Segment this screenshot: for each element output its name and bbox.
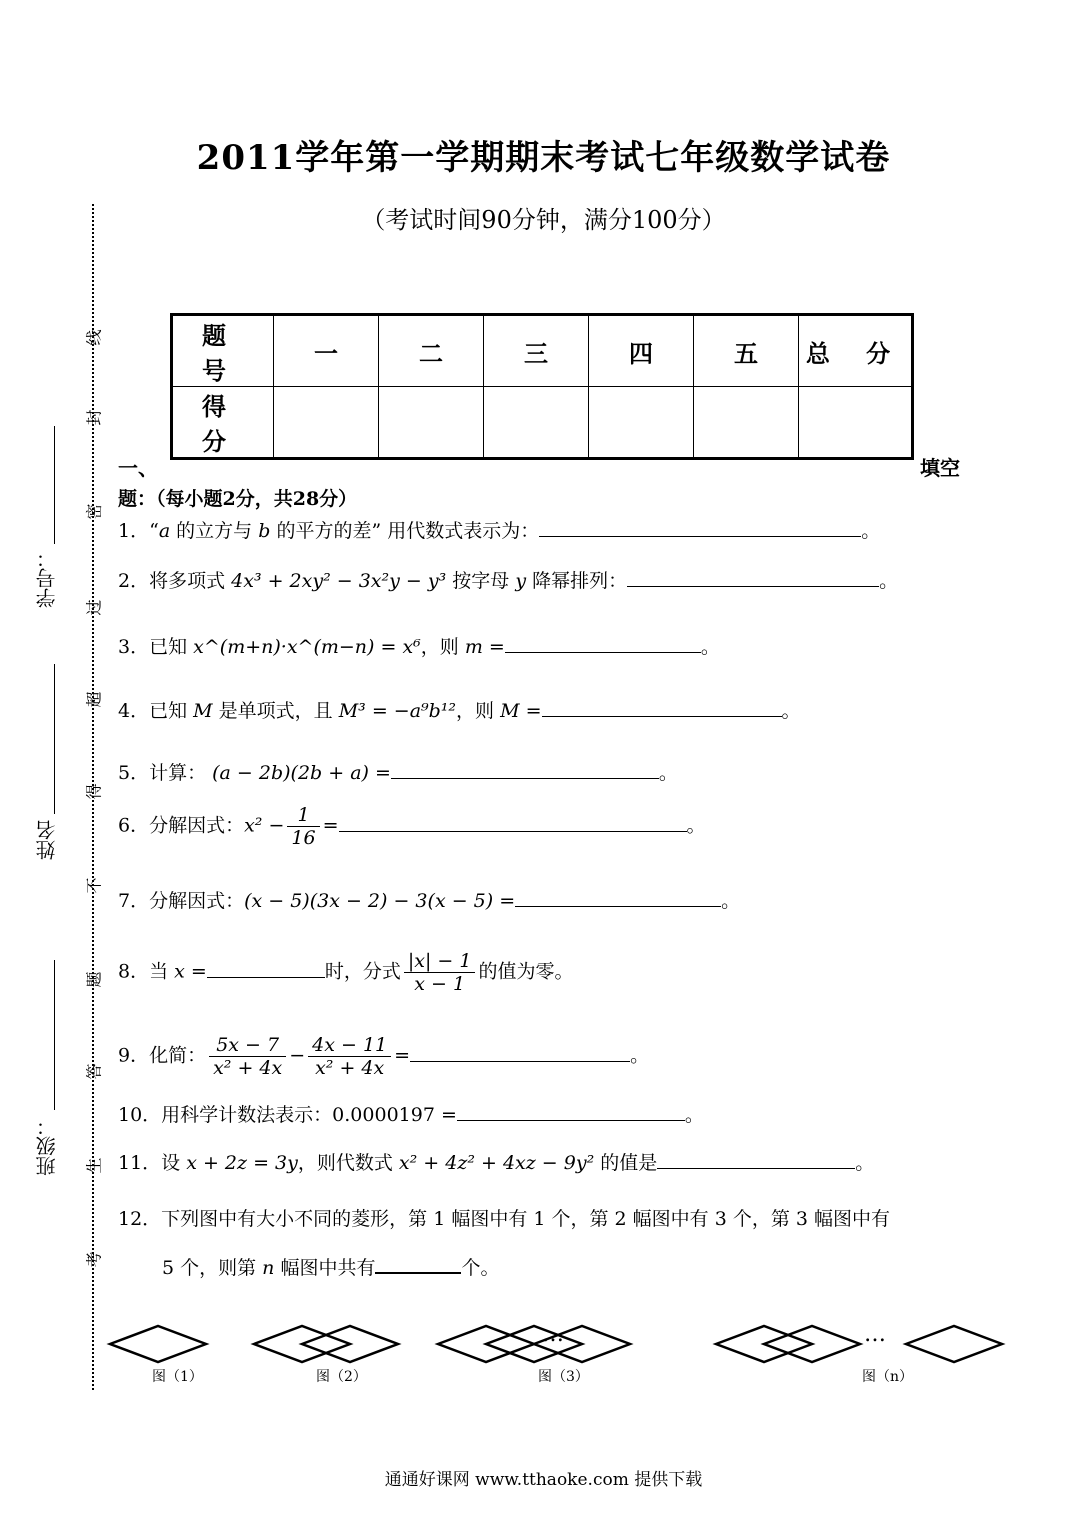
class-line[interactable] [54,960,55,1110]
q6-expression: x² − [244,814,285,837]
seal-char: 过 [84,599,104,616]
q4-expression: M³ = −a⁹b¹² [338,700,457,722]
q12-text: 个。 [461,1257,500,1279]
q3-text: 3．已知 [118,636,194,658]
figure-caption: 图（1） [152,1369,203,1385]
q1-text: 1．“ [118,520,159,542]
question-6 [118,804,706,849]
q6-denominator: 16 [291,827,316,849]
q10-answer-blank[interactable] [457,1100,685,1121]
seal-char: 考 [84,1251,104,1268]
q4-answer-blank[interactable] [542,696,782,717]
q2-text: 按字母 [446,570,516,592]
q2-answer-blank[interactable] [627,566,879,587]
q4-text: 是单项式，且 [212,700,339,722]
q5-end: 。 [658,762,678,784]
q8-text: 的值为零。 [478,960,574,983]
q6-answer-blank[interactable] [339,811,687,832]
question-9 [118,1034,649,1079]
seal-char: 不 [84,877,104,894]
score-header-cell: 四 [589,315,694,387]
seal-char: 题 [84,971,104,988]
seal-char: 封 [84,409,104,426]
section1-prefix: 一、 [118,456,158,480]
q9-answer-blank[interactable] [410,1041,630,1062]
question-3 [118,632,720,659]
score-table-header-row [172,315,913,387]
question-11 [118,1148,874,1175]
q7-end: 。 [721,890,741,912]
q6-fraction [287,804,319,849]
q5-expression: (a − 2b)(2b + a) = [212,762,391,784]
q11-text: 11．设 [118,1152,187,1174]
q11-answer-blank[interactable] [657,1148,855,1169]
q1-answer-blank[interactable] [539,516,861,537]
question-12-line2 [162,1252,499,1280]
score-cell [694,387,799,459]
q6-numerator: 1 [287,804,319,827]
question-10 [118,1100,704,1127]
q10-text: 10．用科学计数法表示：0.0000197 = [118,1104,457,1126]
q4-end: 。 [781,700,801,722]
name-line[interactable] [54,664,55,814]
score-header-cell: 三 [484,315,589,387]
q8-denominator: x − 1 [414,973,466,995]
q1-text: 的立方与 [170,520,259,542]
seal-char: 生 [84,1157,104,1174]
q2-text: 2．将多项式 [118,570,232,592]
q9-fraction-2 [308,1034,391,1079]
q11-text: 的值是 [594,1152,658,1174]
q4-var: M [193,700,213,722]
question-2 [118,566,898,593]
question-4 [118,696,801,723]
section1-suffix: 填空 [920,456,960,480]
q9-equals: = [394,1044,411,1067]
q7-answer-blank[interactable] [515,886,721,907]
q2-var: y [515,570,527,592]
q3-expression: x^(m+n)·x^(m−n) = x⁶ [193,636,421,658]
q11-expression: x² + 4z² + 4xz − 9y² [398,1152,595,1174]
q9-end: 。 [630,1044,650,1067]
q11-expression: x + 2z = 3y [186,1152,298,1174]
q4-text: ，则 [456,700,501,722]
q9-fraction-1 [209,1034,286,1079]
figure-1-rhombus [110,1326,206,1362]
question-12-line1: 12．下列图中有大小不同的菱形，第 1 幅图中有 1 个，第 2 幅图中有 3 个，第 3 幅图中有 [118,1208,891,1230]
score-header-cell: 五 [694,315,799,387]
q8-text: 8．当 [118,960,175,983]
q9-numerator: 4x − 11 [308,1034,391,1057]
name-label: 姓名 [35,820,59,860]
q7-text: 7．分解因式： [118,890,245,912]
q3-answer-blank[interactable] [505,632,701,653]
q5-answer-blank[interactable] [391,758,659,779]
page-title: 2011学年第一学期期末考试七年级数学试卷 [196,138,891,178]
student-id-line[interactable] [54,426,55,544]
figure-ellipsis: … [864,1322,886,1347]
q10-end: 。 [684,1104,704,1126]
score-header-cell: 总 分 [799,315,913,387]
score-cell [274,387,379,459]
q6-end: 。 [686,814,706,837]
section1-desc: 题：（每小题2分，共28分） [118,488,358,510]
q6-text: 6．分解因式： [118,814,245,837]
class-label: 班级： [35,1116,59,1176]
q1-var-b: b [258,520,271,542]
q12-text: 幅图中共有 [274,1257,376,1279]
q8-fraction [404,950,476,995]
figure-caption: 图（3） [538,1369,589,1385]
q12-var: n [262,1257,275,1279]
seal-char: 超 [84,691,104,708]
q8-var: x = [174,960,207,983]
seal-char: 得 [84,783,104,800]
q7-expression: (x − 5)(3x − 2) − 3(x − 5) = [244,890,516,912]
q2-text: 降幂排列： [526,570,628,592]
q2-end: 。 [879,570,899,592]
seal-char: 线 [84,329,104,346]
q3-end: 。 [700,636,720,658]
q12-text: 5 个，则第 [162,1257,263,1279]
figure-ellipsis: … [542,1322,564,1347]
score-table [170,313,914,460]
q4-text: 4．已知 [118,700,194,722]
score-header-cell: 二 [379,315,484,387]
question-5 [118,758,678,785]
score-row-label: 得 分 [172,387,274,459]
q3-text: ，则 [420,636,465,658]
score-cell [379,387,484,459]
q9-text: 9．化简： [118,1044,207,1067]
question-7 [118,886,740,913]
q2-expression: 4x³ + 2xy² − 3x²y − y³ [231,570,447,592]
figure-caption: 图（2） [316,1369,367,1385]
question-8 [118,950,573,995]
q6-equals: = [322,814,339,837]
score-cell [799,387,913,459]
q8-answer-blank[interactable] [207,957,325,978]
page-subtitle: （考试时间90分钟，满分100分） [361,206,726,234]
seal-char: 答 [84,1063,104,1080]
q5-text: 5．计算： [118,762,213,784]
footer-credit: 通通好课网 www.tthaoke.com 提供下载 [384,1470,703,1490]
score-table-score-row [172,387,913,459]
q9-denominator: x² + 4x [315,1057,385,1079]
figure-n-rhombus [906,1326,1002,1362]
q1-end: 。 [861,520,881,542]
q1-text: 的平方的差” 用代数式表示为： [270,520,540,542]
figure-caption: 图（n） [862,1369,914,1385]
seal-char: 密 [84,503,104,520]
score-cell [484,387,589,459]
question-1 [118,516,880,543]
score-cell [589,387,694,459]
q12-answer-blank[interactable] [375,1252,461,1274]
q11-end: 。 [855,1152,875,1174]
q9-denominator: x² + 4x [213,1057,283,1079]
q9-minus: − [289,1044,306,1067]
q8-numerator: |x| − 1 [404,950,476,973]
q9-numerator: 5x − 7 [209,1034,286,1057]
student-id-label: 学号： [35,548,59,608]
q8-text: 时，分式 [324,960,401,983]
score-header-cell: 一 [274,315,379,387]
q11-text: ，则代数式 [297,1152,399,1174]
q4-var: M = [500,700,542,722]
score-header-cell: 题 号 [172,315,274,387]
q3-var: m = [464,636,505,658]
q1-var-a: a [158,520,171,542]
